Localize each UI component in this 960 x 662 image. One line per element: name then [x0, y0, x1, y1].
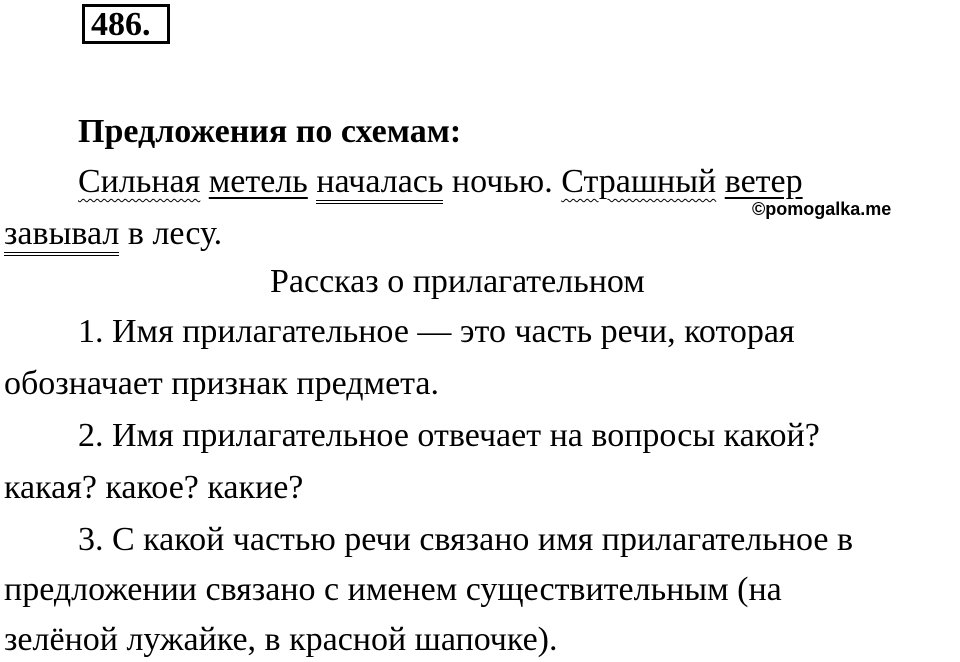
sentence-line-1 — [78, 162, 803, 202]
paragraph-line: какая? какое? какие? — [4, 469, 304, 506]
paragraph-line: 2. Имя прилагательное отвечает на вопросы какой? — [78, 417, 820, 454]
paragraph-line: 3. С какой частью речи связано имя прилагательное в — [78, 521, 854, 558]
word-predicate: началась — [316, 163, 443, 204]
word-plain: в лесу. — [119, 215, 223, 252]
paragraph-line: 1. Имя прилагательное — это часть речи, которая — [78, 313, 795, 350]
word-plain: ночью. — [443, 163, 562, 200]
watermark: ©pomogalka.me — [752, 199, 892, 219]
exercise-number: 486. — [82, 4, 170, 44]
sentence-line-2 — [4, 214, 222, 254]
word-subject: ветер — [724, 163, 803, 200]
word-attribute: Страшный — [561, 163, 717, 200]
story-title: Рассказ о прилагательном — [270, 263, 645, 300]
word-attribute: Сильная — [78, 163, 201, 200]
heading: Предложения по схемам: — [78, 113, 462, 150]
word-predicate: завывал — [4, 215, 119, 256]
paragraph-line: зелёной лужайке, в красной шапочке). — [4, 621, 558, 658]
word-subject: метель — [208, 163, 308, 200]
paragraph-line: обозначает признак предмета. — [4, 365, 440, 402]
paragraph-line: предложении связано с именем существительным (на — [4, 571, 782, 608]
